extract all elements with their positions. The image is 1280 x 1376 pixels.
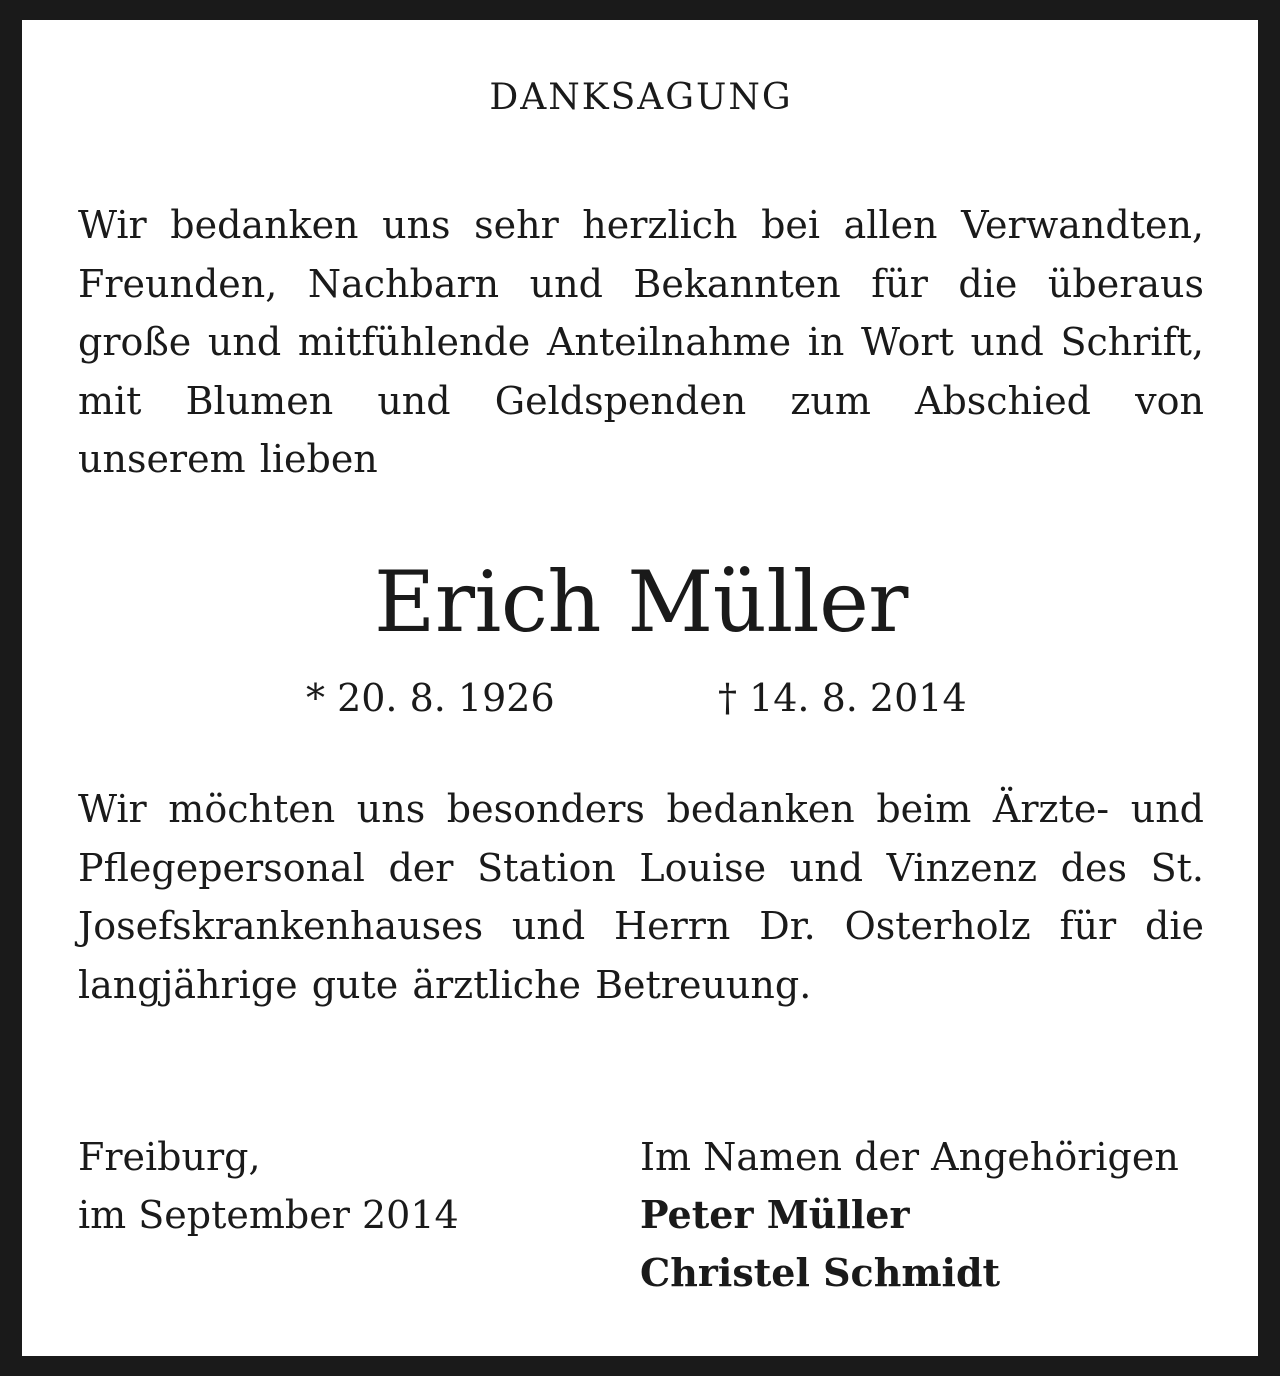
signatory-name: Christel Schmidt [640,1250,1001,1295]
notice-heading: DANKSAGUNG [489,77,793,118]
notice-frame [22,20,1258,1356]
birth-date: * 20. 8. 1926 [306,676,555,720]
place: Freiburg, [78,1135,261,1179]
deceased-name: Erich Müller [374,553,908,651]
thanks-paragraph: Wir möchten uns besonders bedanken beim Ärzte- und Pflegepersonal der Station Louise und Vinzenz des St. Josefskrankenhauses und Herrn Dr. Osterholz für die langjährige gute ärztliche Betreuung. [78,787,1204,1007]
signatures [640,1128,1210,1302]
obituary-notice [78,20,1204,1356]
intro-paragraph: Wir bedanken uns sehr herzlich bei allen Verwandten, Freunden, Nachbarn und Bekannten für die überaus große und mitfühlende Anteilnahme in Wort und Schrift, mit Blumen und Geldspenden zum Abschied von unserem lieben [78,203,1204,481]
date: im September 2014 [78,1193,459,1237]
place-date [78,1128,598,1244]
death-date: † 14. 8. 2014 [718,676,967,720]
signatory-name: Peter Müller [640,1192,910,1237]
signatures-intro: Im Namen der Angehörigen [640,1135,1179,1179]
